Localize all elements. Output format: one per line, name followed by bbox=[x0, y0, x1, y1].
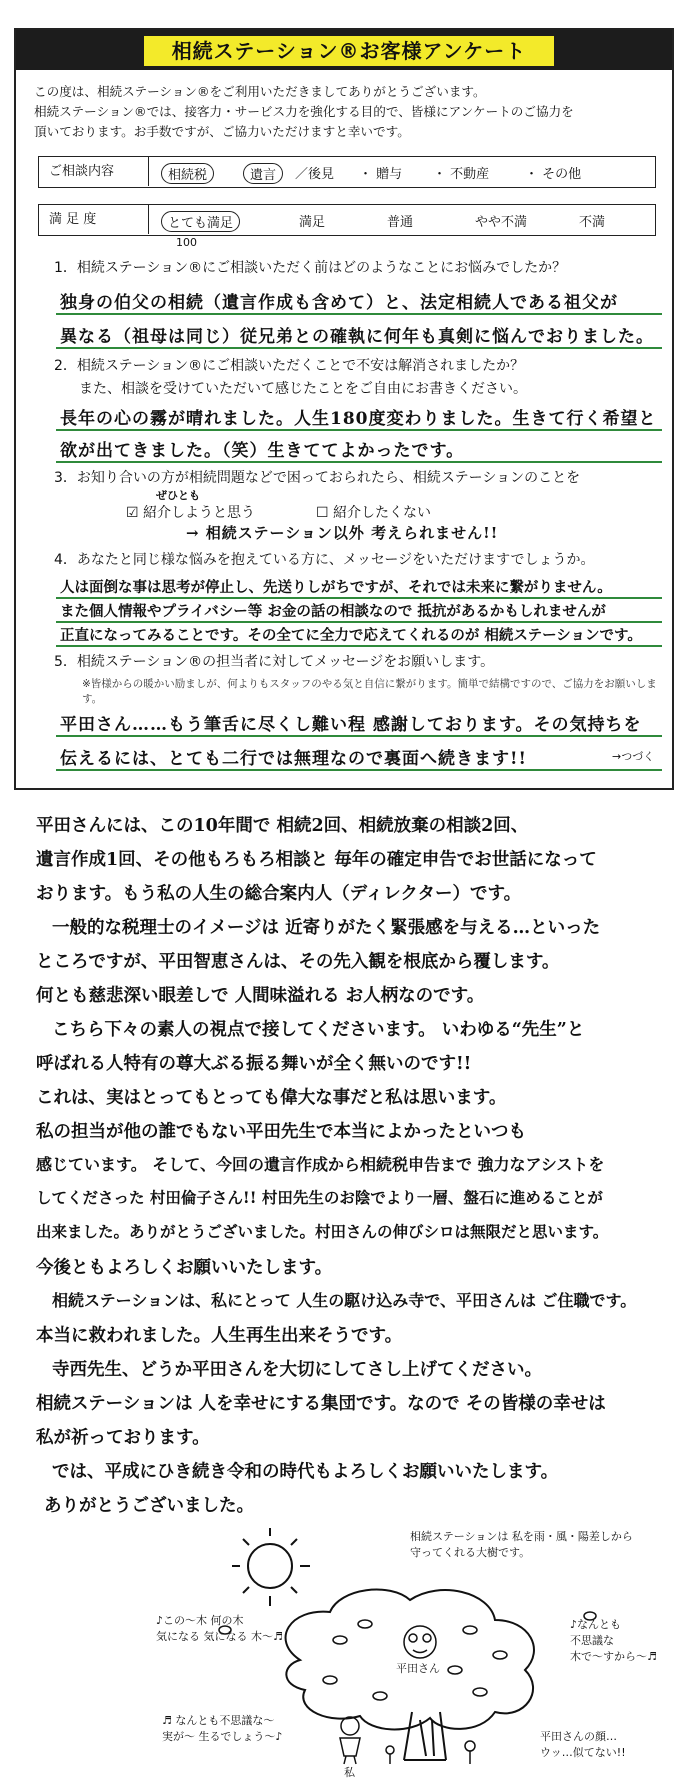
letter-line: 相続ステーションは、私にとって 人生の駆け込み寺で、平田さんは ご住職です。 bbox=[52, 1291, 637, 1310]
caption-line: ウッ…似てない!! bbox=[540, 1746, 626, 1759]
satisfaction-note: 100 bbox=[176, 236, 197, 249]
answer-5-line: 伝えるには、とても二行では無理なので裏面へ続きます!! bbox=[60, 749, 527, 769]
answer-4-line: また個人情報やプライバシー等 お金の話の相談なので 抵抗があるかもしれませんが bbox=[60, 603, 606, 620]
caption-line: 実が～ 生るでしょう～♪ bbox=[162, 1730, 283, 1743]
letter-line: 本当に救われました。人生再生出来そうです。 bbox=[36, 1326, 403, 1346]
letter-line: 今後ともよろしくお願いいたします。 bbox=[36, 1258, 333, 1278]
consult-option-guardian[interactable]: ／後見 bbox=[295, 167, 335, 182]
q3-yes-label: 紹介しようと思う bbox=[143, 505, 256, 521]
answer-rule bbox=[56, 347, 662, 349]
letter-line: 私の担当が他の誰でもない平田先生で本当によかったといつも bbox=[36, 1122, 526, 1142]
q3-yes-option[interactable] bbox=[126, 502, 255, 522]
face-icon bbox=[404, 1626, 436, 1658]
letter-line: してくださった 村田倫子さん!! 村田先生のお陰でより一層、盤石に進めることが bbox=[36, 1188, 603, 1207]
answer-4-line: 人は面倒な事は思考が停止し、先送りしがちですが、それでは未来に繋がりません。 bbox=[60, 579, 612, 596]
intro-line: 相続ステーション®では、接客力・サービス力を強化する目的で、皆様にアンケートのご協力を bbox=[34, 104, 574, 119]
satisfaction-label: 満 足 度 bbox=[39, 205, 149, 234]
answer-rule bbox=[56, 769, 662, 771]
satisfaction-row bbox=[38, 204, 656, 236]
survey-intro bbox=[34, 82, 664, 142]
letter-line: これは、実はとってもとっても偉大な事だと私は思います。 bbox=[36, 1088, 507, 1108]
consult-option-will[interactable]: 遺言 bbox=[243, 163, 283, 184]
drawing-caption-right-song bbox=[570, 1616, 657, 1664]
answer-rule bbox=[56, 621, 662, 623]
question-1: 1．相続ステーション®にご相談いただく前はどのようなことにお悩みでしたか？ bbox=[54, 260, 567, 276]
satisfaction-option-somewhat-dissatisfied[interactable]: やや不満 bbox=[475, 215, 528, 230]
caption-line: 平田さんの顔… bbox=[540, 1730, 617, 1743]
caption-line: 相続ステーションは 私を雨・風・陽差しから bbox=[410, 1530, 633, 1543]
caption-line: ♪なんとも bbox=[570, 1618, 622, 1631]
satisfaction-option-very-satisfied[interactable]: とても満足 bbox=[161, 211, 240, 232]
intro-line: 頂いております。お手数ですが、ご協力いただけますと幸いです。 bbox=[34, 124, 410, 139]
answer-rule bbox=[56, 735, 662, 737]
question-2-sub: また、相談を受けていただいて感じたことをご自由にお書きください。 bbox=[79, 381, 527, 397]
consult-row bbox=[38, 156, 656, 188]
question-4: 4．あなたと同じ様な悩みを抱えている方に、メッセージをいただけますでしょうか。 bbox=[54, 552, 595, 568]
letter-line: 出来ました。ありがとうございました。村田さんの伸びシロは無限だと思います。 bbox=[36, 1222, 609, 1241]
letter-line: 相続ステーションは 人を幸せにする集団です。なので その皆様の幸せは bbox=[36, 1394, 606, 1414]
answer-2-line: 欲が出てきました。（笑）生きててよかったです。 bbox=[60, 441, 465, 461]
satisfaction-option-dissatisfied[interactable]: 不満 bbox=[579, 215, 606, 230]
letter-line: 遺言作成1回、その他もろもろ相談と 毎年の確定申告でお世話になって bbox=[36, 850, 597, 870]
q3-no-option[interactable] bbox=[316, 502, 431, 522]
letter-line: ところですが、平田智恵さんは、その先入観を根底から覆します。 bbox=[36, 952, 560, 972]
satisfaction-option-satisfied[interactable]: 満足 bbox=[299, 215, 326, 230]
answer-rule bbox=[56, 645, 662, 647]
question-3-note: ぜひとも bbox=[156, 489, 200, 502]
answer-1-line: 独身の伯父の相続（遺言作成も含めて）と、法定相続人である祖父が bbox=[60, 293, 618, 313]
answer-rule bbox=[56, 461, 662, 463]
q3-handwritten: → 相続ステーション以外 考えられません!! bbox=[186, 524, 499, 542]
face-label: 平田さん bbox=[396, 1662, 440, 1675]
answer-rule bbox=[56, 429, 662, 431]
caption-line: 不思議な bbox=[570, 1634, 614, 1647]
me-label: 私 bbox=[344, 1766, 355, 1779]
letter-line: ありがとうございました。 bbox=[44, 1496, 254, 1516]
intro-line: この度は、相続ステーション®をご利用いただきましてありがとうございます。 bbox=[34, 84, 486, 99]
caption-line: 守ってくれる大樹です。 bbox=[410, 1546, 531, 1559]
drawing-caption-left-song bbox=[156, 1612, 283, 1644]
survey-header bbox=[16, 30, 672, 70]
caption-line: 気になる 気になる 木～♬ bbox=[156, 1630, 283, 1643]
drawing-caption-top-right bbox=[410, 1528, 633, 1560]
letter-line: 何とも慈悲深い眼差しで 人間味溢れる お人柄なのです。 bbox=[36, 986, 485, 1006]
drawing-caption-bottom-left bbox=[162, 1712, 282, 1744]
answer-2-line: 長年の心の霧が晴れました。人生180度変わりました。生きて行く希望と bbox=[60, 409, 657, 429]
sun-icon bbox=[232, 1528, 310, 1606]
question-2: 2．相続ステーション®にご相談いただくことで不安は解消されましたか？ bbox=[54, 358, 525, 374]
survey-sheet bbox=[14, 28, 674, 790]
letter-line: おります。もう私の人生の総合案内人（ディレクター）です。 bbox=[36, 884, 522, 904]
consult-option-real-estate[interactable]: ・ 不動産 bbox=[433, 167, 490, 182]
letter-line: では、平成にひき続き令和の時代もよろしくお願いいたします。 bbox=[52, 1462, 559, 1482]
person-icon bbox=[340, 1717, 360, 1764]
answer-rule bbox=[56, 313, 662, 315]
answer-rule bbox=[56, 597, 662, 599]
continue-note: →つづく bbox=[612, 750, 655, 763]
satisfaction-option-neutral[interactable]: 普通 bbox=[387, 215, 414, 230]
answer-4-line: 正直になってみることです。その全てに全力で応えてくれるのが 相続ステーションです。 bbox=[60, 627, 642, 644]
caption-line: ♪この～木 何の木 bbox=[156, 1614, 244, 1627]
checked-box-icon: ☑ bbox=[126, 505, 139, 521]
q3-no-label: 紹介したくない bbox=[333, 505, 432, 521]
answer-5-line: 平田さん……もう筆舌に尽くし難い程 感謝しております。その気持ちを bbox=[60, 715, 642, 735]
letter-line: 私が祈っております。 bbox=[36, 1428, 210, 1448]
letter-line: こちら下々の素人の視点で接してくださいます。 いわゆる“先生”と bbox=[52, 1020, 585, 1040]
letter-line: 一般的な税理士のイメージは 近寄りがたく緊張感を与える…といった bbox=[52, 918, 601, 938]
answer-1-line: 異なる（祖母は同じ）従兄弟との確執に何年も真剣に悩んでおりました。 bbox=[60, 327, 654, 347]
question-3: 3．お知り合いの方が相続問題などで困っておられたら、相続ステーションのことを bbox=[54, 470, 581, 486]
survey-title: 相続ステーション®お客様アンケート bbox=[144, 36, 554, 66]
caption-line: ♬ なんとも不思議な～ bbox=[162, 1714, 275, 1727]
question-5-note: ※皆様からの暖かい励ましが、何よりもスタッフのやる気と自信に繋がります。簡単で結構ですので、ご協力をお願いします。 bbox=[82, 678, 657, 705]
drawing-caption-bottom-right bbox=[540, 1728, 626, 1760]
letter-line: 感じています。 そして、今回の遺言作成から相続税申告まで 強力なアシストを bbox=[36, 1155, 605, 1174]
consult-option-gift[interactable]: ・ 贈与 bbox=[359, 167, 403, 182]
caption-line: 木で～すから～♬ bbox=[570, 1650, 657, 1663]
letter-line: 寺西先生、どうか平田さんを大切にしてさし上げてください。 bbox=[52, 1360, 542, 1380]
consult-option-inheritance-tax[interactable]: 相続税 bbox=[161, 163, 214, 184]
empty-box-icon: ☐ bbox=[316, 505, 329, 521]
letter-line: 呼ばれる人特有の尊大ぶる振る舞いが全く無いのです!! bbox=[36, 1054, 472, 1074]
question-5: 5．相続ステーション®の担当者に対してメッセージをお願いします。 bbox=[54, 654, 495, 670]
letter-line: 平田さんには、この10年間で 相続2回、相続放棄の相談2回、 bbox=[36, 816, 529, 836]
consult-option-other[interactable]: ・ その他 bbox=[525, 167, 582, 182]
consult-label: ご相談内容 bbox=[39, 157, 149, 186]
